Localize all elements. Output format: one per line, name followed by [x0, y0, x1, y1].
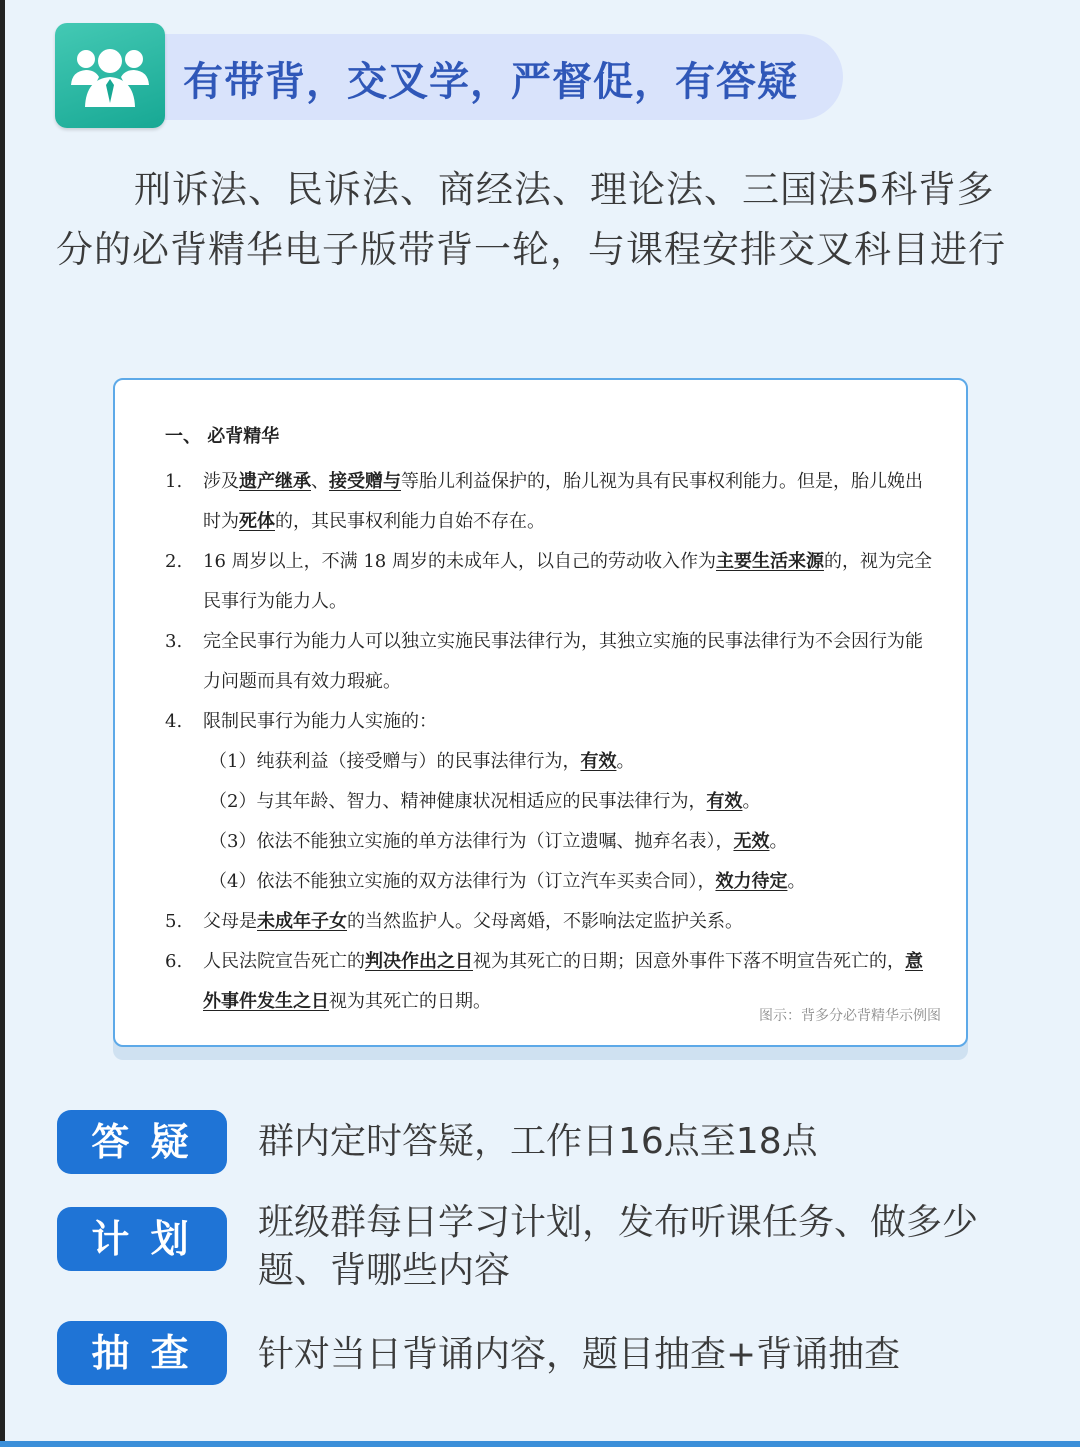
text-segment: （1）纯获利益（接受赠与）的民事法律行为，: [209, 751, 581, 772]
plan-text: 班级群每日学习计划，发布听课任务、做多少题、背哪些内容: [258, 1202, 979, 1291]
text-segment: 16 周岁以上，不满 18 周岁的未成年人，以自己的劳动收入作为: [203, 551, 716, 572]
text-segment: 的当然监护人。父母离婚，不影响法定监护关系。: [347, 911, 743, 932]
text-segment: 等胎儿利益保护的，胎儿视为具有民事权利能力。但是，胎儿娩出时为: [203, 471, 923, 532]
emphasis-term: 有效: [706, 791, 743, 812]
text-segment: （3）依法不能独立实施的单方法律行为（订立遗嘱、抛弃名表），: [209, 831, 734, 852]
emphasis-term: 判决作出之日: [365, 951, 473, 972]
doc-subitem: [165, 782, 935, 822]
text-segment: 。: [742, 791, 761, 812]
plan-tag: 计 划: [57, 1207, 227, 1271]
doc-item: [165, 542, 935, 622]
text-segment: 涉及: [203, 471, 239, 492]
emphasis-term: 遗产继承: [239, 471, 311, 492]
text-segment: 人民法院宣告死亡的: [203, 951, 365, 972]
text-segment: 完全民事行为能力人可以独立实施民事法律行为，其独立实施的民事法律行为不会因行为能力问题而具有效力瑕疵。: [203, 631, 923, 692]
doc-item-list: [165, 462, 935, 742]
doc-subitem: [165, 742, 935, 782]
doc-item: [165, 702, 935, 742]
text-segment: 。: [787, 871, 806, 892]
doc-item-number: 3.: [165, 631, 183, 652]
text-segment: 限制民事行为能力人实施的：: [203, 711, 437, 732]
emphasis-term: 死体: [239, 511, 275, 532]
text-segment: 。: [769, 831, 788, 852]
doc-heading: 一、 必背精华: [165, 426, 280, 447]
emphasis-term: 意外事件发生之日: [203, 951, 923, 1012]
doc-subitem: [165, 862, 935, 902]
emphasis-term: 有效: [580, 751, 617, 772]
doc-item-number: 1.: [165, 471, 183, 492]
text-segment: 。: [616, 751, 635, 772]
doc-subitem-list: [165, 742, 935, 902]
text-segment: 视为其死亡的日期。: [329, 991, 491, 1012]
text-segment: （4）依法不能独立实施的双方法律行为（订立汽车买卖合同），: [209, 871, 716, 892]
doc-item-number: 4.: [165, 711, 183, 732]
text-segment: 父母是: [203, 911, 257, 932]
text-segment: （2）与其年龄、智力、精神健康状况相适应的民事法律行为，: [209, 791, 707, 812]
check-text: 针对当日背诵内容，题目抽查+背诵抽查: [258, 1334, 901, 1375]
text-segment: 视为其死亡的日期；因意外事件下落不明宣告死亡的，: [473, 951, 905, 972]
doc-item-number: 2.: [165, 551, 183, 572]
doc-item-number: 5.: [165, 911, 183, 932]
emphasis-term: 接受赠与: [329, 471, 401, 492]
header-title: 有带背，交叉学，严督促，有答疑: [183, 59, 798, 105]
emphasis-term: 效力待定: [715, 871, 788, 892]
left-frame-border: [0, 0, 5, 1447]
group-users-icon: [55, 23, 165, 128]
text-segment: 的，视为完全民事行为能力人。: [203, 551, 932, 612]
emphasis-term: 未成年子女: [257, 911, 347, 932]
doc-item: [165, 462, 935, 542]
emphasis-term: 无效: [733, 831, 770, 852]
doc-content: [165, 422, 935, 1022]
check-tag: 抽 查: [57, 1321, 227, 1385]
answer-text: 群内定时答疑，工作日16点至18点: [258, 1121, 818, 1162]
doc-item: [165, 902, 935, 942]
doc-caption: 图示：背多分必背精华示例图: [759, 1008, 941, 1024]
answer-tag: 答 疑: [57, 1110, 227, 1174]
doc-item: [165, 622, 935, 702]
bottom-frame-border: [0, 1441, 1080, 1447]
doc-sample-card: [113, 378, 968, 1047]
doc-item-list-2: [165, 902, 935, 1022]
doc-subitem: [165, 822, 935, 862]
emphasis-term: 主要生活来源: [715, 551, 824, 572]
intro-paragraph: 刑诉法、民诉法、商经法、理论法、三国法5科背多分的必背精华电子版带背一轮，与课程安排交叉科目进行: [56, 168, 1006, 271]
text-segment: 、: [311, 471, 329, 492]
doc-item-number: 6.: [165, 951, 183, 972]
text-segment: 的，其民事权利能力自始不存在。: [275, 511, 545, 532]
